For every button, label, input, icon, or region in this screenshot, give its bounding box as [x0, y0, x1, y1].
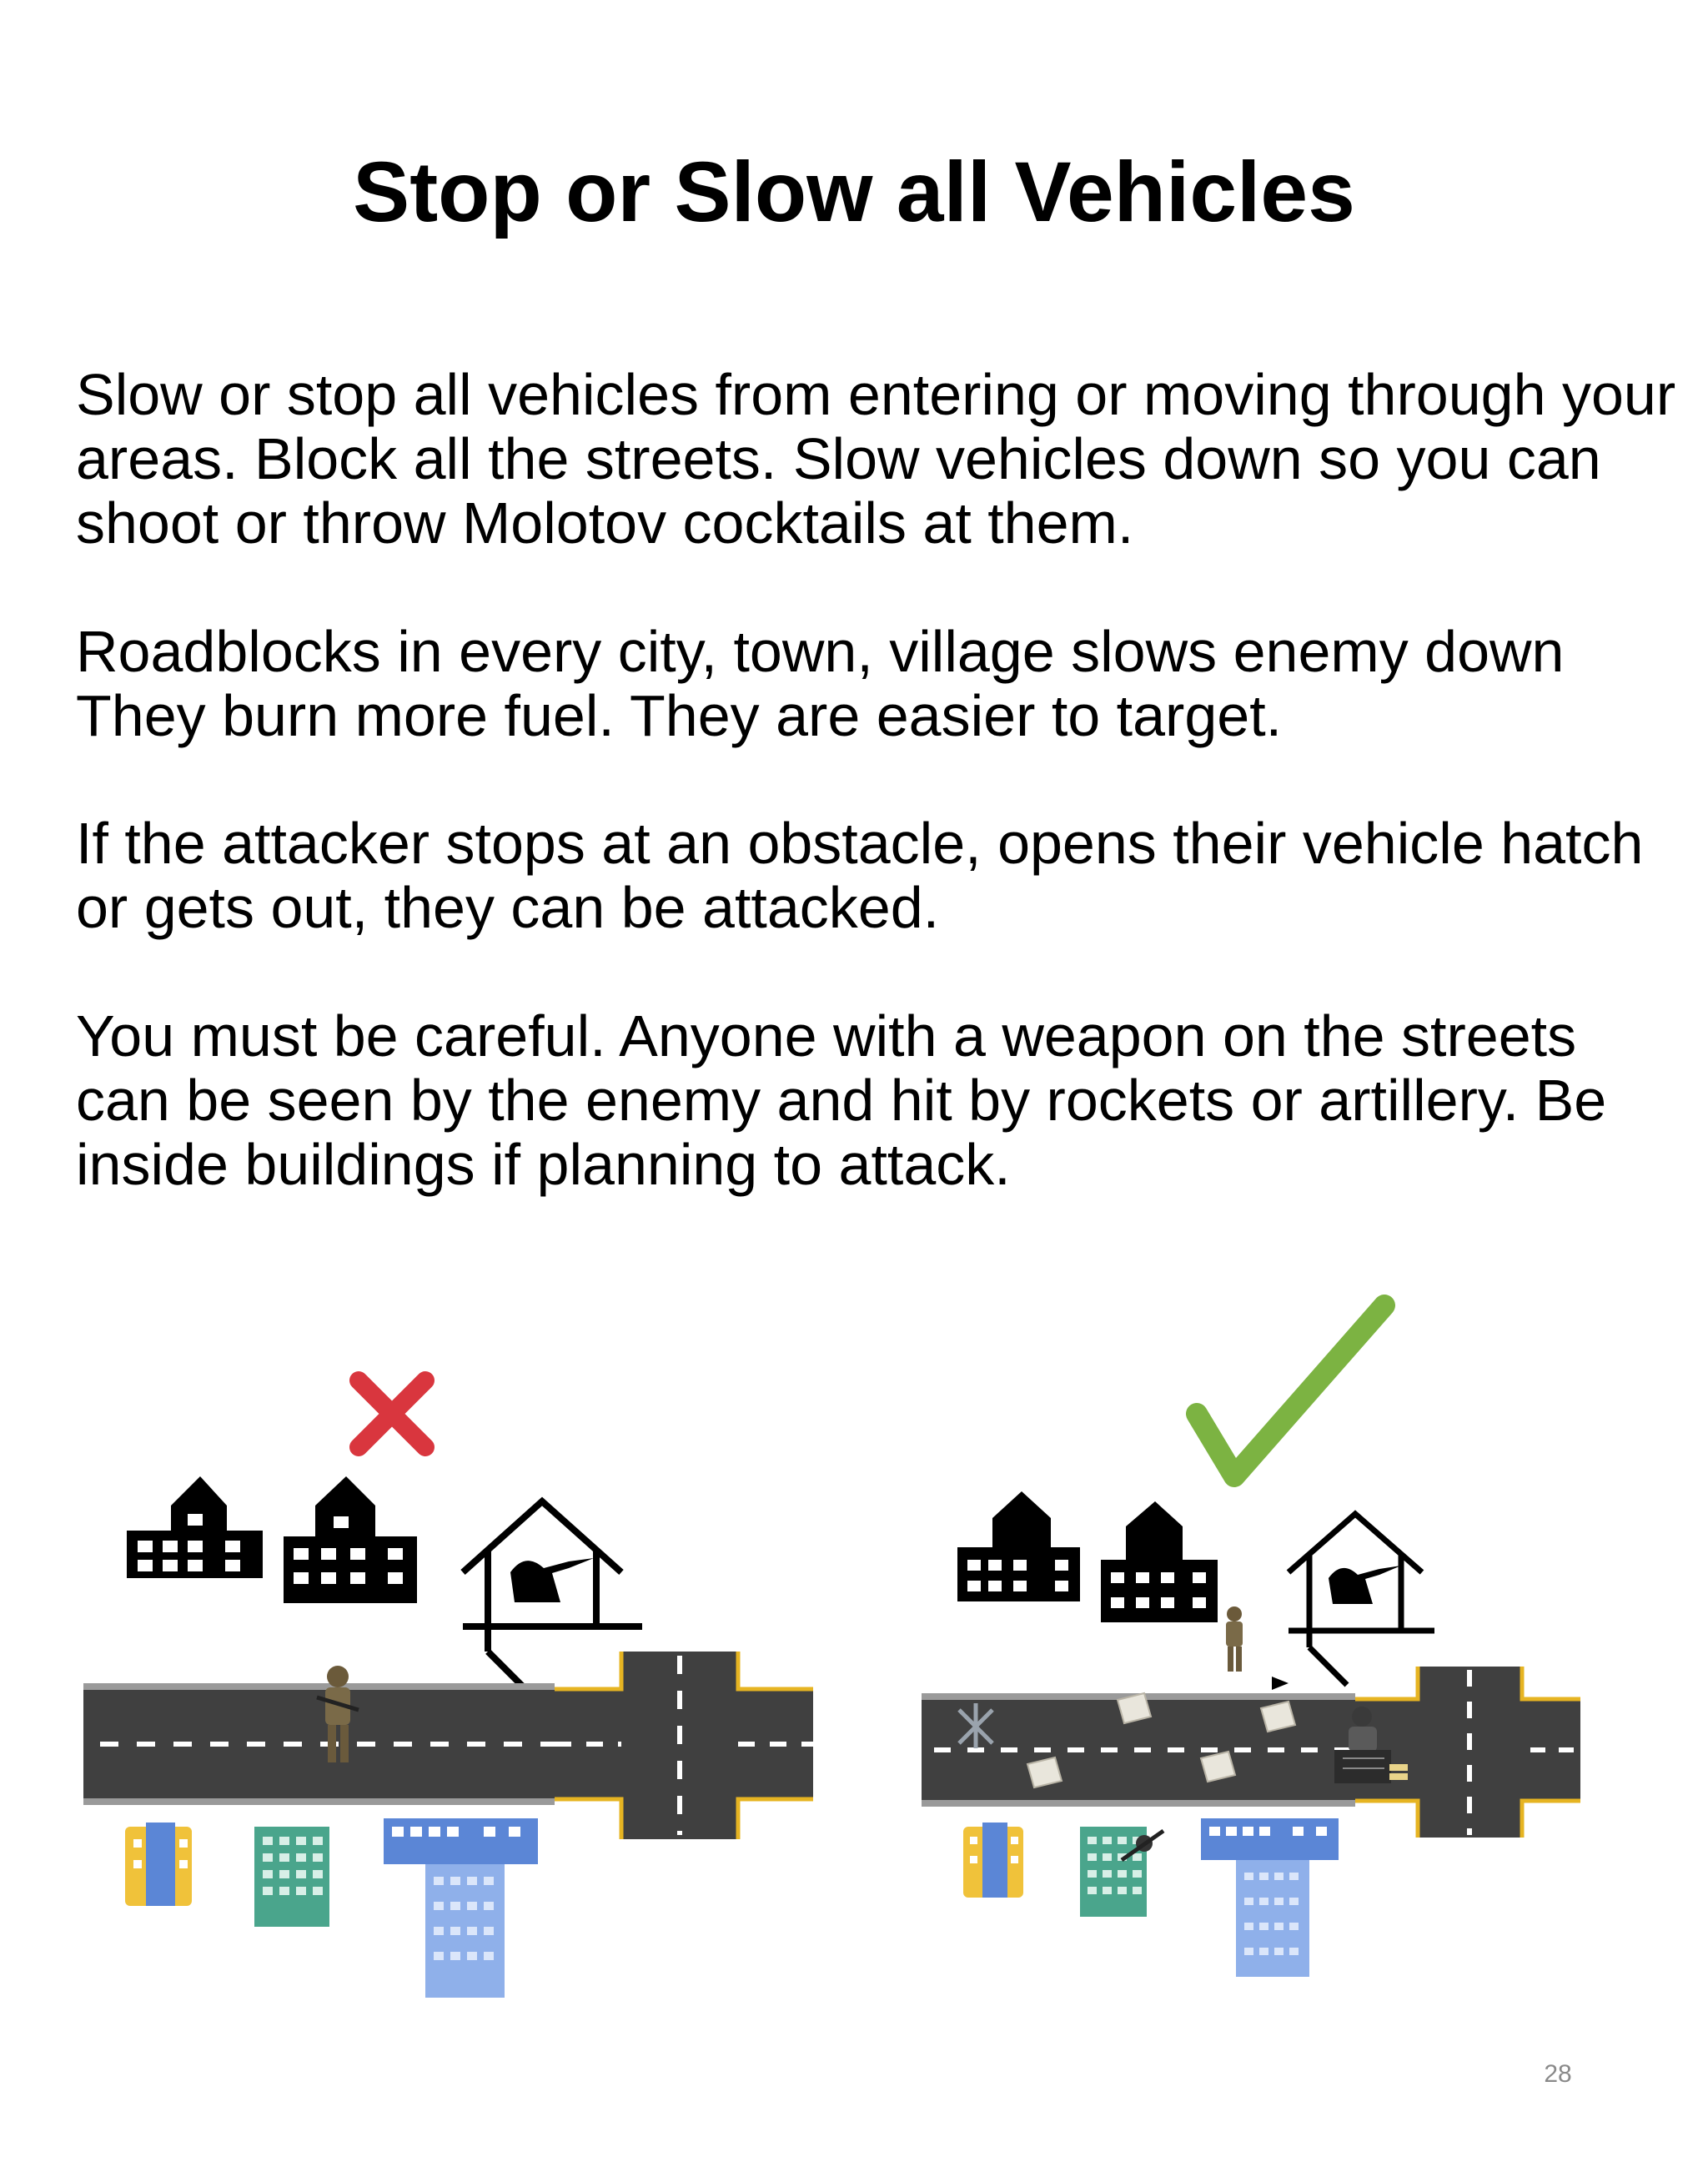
paragraph-2: Roadblocks in every city, town, village slows enemy down They burn more fuel. They are easier to target.	[76, 619, 1565, 748]
teal-building-icon	[254, 1827, 329, 1927]
black-building-icon	[957, 1491, 1080, 1601]
left-panel	[83, 1380, 813, 1998]
house-with-sniper-icon	[1272, 1514, 1434, 1690]
cross-mark-icon	[359, 1380, 425, 1447]
intersection	[555, 1652, 813, 1839]
soldier-by-building-icon	[1226, 1606, 1243, 1672]
blue-building-icon	[384, 1818, 538, 1998]
yellow-building-icon	[125, 1823, 192, 1906]
blue-building-icon	[1201, 1818, 1339, 1977]
paragraph-1: Slow or stop all vehicles from entering or moving through your areas. Block all the streets. Slow vehicles down so you can shoot or throw Molotov cocktails at them.	[76, 362, 1676, 556]
page-number: 28	[1544, 2060, 1572, 2088]
page-title: Stop or Slow all Vehicles	[353, 144, 1355, 239]
house-with-sniper-icon	[463, 1501, 642, 1702]
right-panel	[922, 1305, 1580, 1977]
black-building-icon	[1101, 1501, 1218, 1622]
road	[83, 1683, 555, 1805]
paragraph-4: You must be careful. Anyone with a weapon on the streets can be seen by the enemy and hit by rockets or artillery. Be inside buildings if planning to attack.	[76, 1003, 1607, 1197]
black-building-icon	[127, 1476, 263, 1578]
roadblock-illustration	[0, 1276, 1708, 2027]
black-building-icon	[284, 1476, 417, 1603]
check-mark-icon	[1197, 1305, 1384, 1476]
yellow-building-icon	[963, 1823, 1023, 1898]
paragraph-3: If the attacker stops at an obstacle, opens their vehicle hatch or gets out, they can be attacked.	[76, 811, 1644, 940]
